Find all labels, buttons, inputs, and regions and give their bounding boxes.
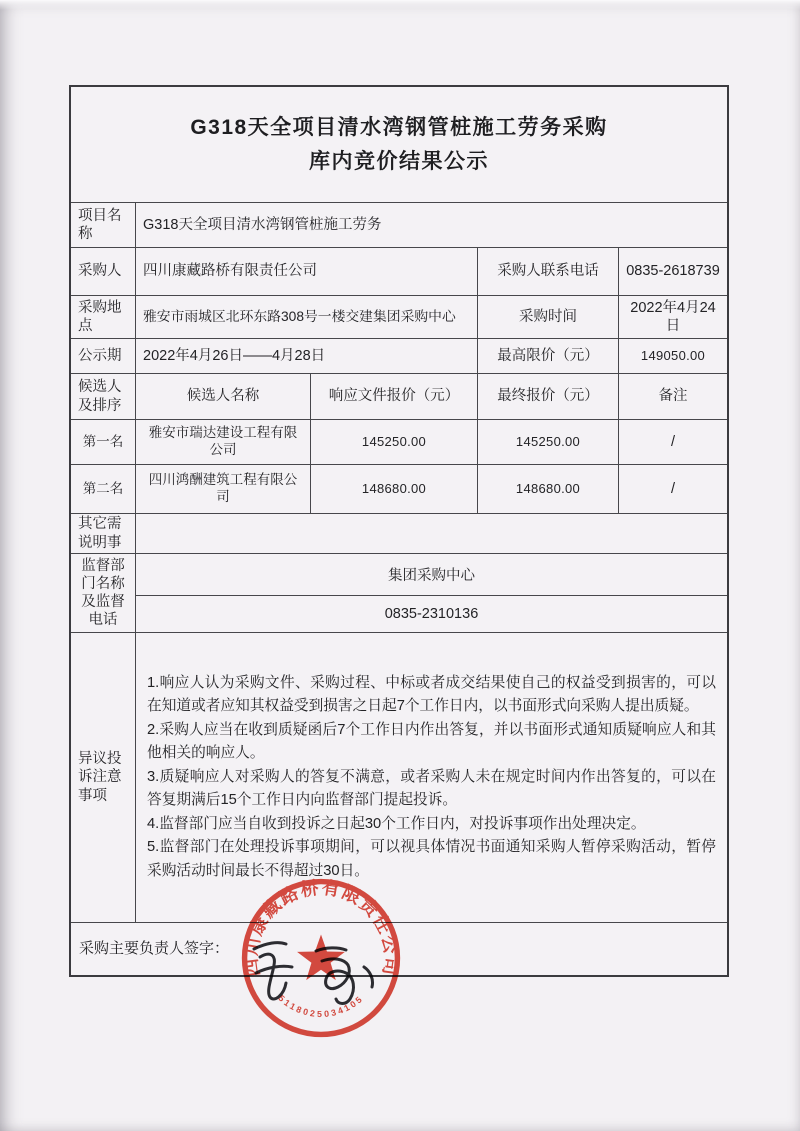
location-label: 采购地点: [71, 296, 136, 338]
table-row-candidate-1: [71, 420, 727, 465]
row-other-notes: [71, 514, 727, 554]
purchase-time-value: 2022年4月24日: [630, 299, 716, 334]
other-notes-label: 其它需说明事: [71, 514, 136, 553]
project-name-value: G318天全项目清水湾钢管桩施工劳务: [143, 216, 382, 233]
row-candidate-header: [71, 374, 727, 420]
notice-item-2: 2.采购人应当在收到质疑函后7个工作日内作出答复，并以书面形式通知质疑响应人和其他相关的响应人。: [147, 721, 716, 762]
objection-notice-label: 异议投诉注意事项: [71, 633, 136, 922]
notice-item-4: 4.监督部门应当自收到投诉之日起30个工作日内，对投诉事项作出处理决定。: [147, 815, 646, 832]
purchaser-phone-label: 采购人联系电话: [478, 248, 619, 295]
supervision-label: 监督部门名称及监督电话: [71, 554, 136, 632]
purchaser-value: 四川康藏路桥有限责任公司: [136, 248, 478, 295]
purchaser-phone-value: 0835-2618739: [626, 263, 720, 280]
other-notes-value: [136, 514, 727, 553]
seal-number-text: 5118025034105: [276, 992, 366, 1019]
candidate1-name: 雅安市瑞达建设工程有限公司: [136, 420, 311, 464]
candidate1-final: 145250.00: [478, 420, 619, 464]
publicity-label: 公示期: [71, 339, 136, 373]
candidate1-rank: 第一名: [71, 420, 136, 464]
table-row-candidate-2: [71, 465, 727, 514]
row-publicity-period: [71, 339, 727, 374]
purchaser-label: 采购人: [71, 248, 136, 295]
candidate1-remark: /: [670, 433, 676, 450]
svg-text:5118025034105: [276, 993, 365, 1019]
publicity-value: 2022年4月26日——4月28日: [136, 339, 478, 373]
document-title-line1: G318天全项目清水湾钢管桩施工劳务采购: [190, 115, 608, 139]
supervision-phone: 0835-2310136: [384, 606, 479, 622]
candidate2-final: 148680.00: [478, 465, 619, 513]
candidate2-bid: 148680.00: [311, 465, 478, 513]
candidate2-rank: 第二名: [71, 465, 136, 513]
seal-company-text: 四川康藏路桥有限责任公司: [240, 877, 402, 979]
candidate-bid-header: 响应文件报价（元）: [311, 374, 478, 419]
supervision-values: [136, 554, 727, 632]
row-signature: [71, 923, 727, 975]
candidate-name-header: 候选人名称: [136, 374, 311, 419]
document-title-line2: 库内竞价结果公示: [309, 149, 489, 173]
row-project-name: [71, 203, 727, 248]
purchase-time-label: 采购时间: [478, 296, 619, 338]
candidate-rank-header: 候选人及排序: [71, 374, 136, 419]
candidate1-bid: 145250.00: [311, 420, 478, 464]
signature-label: 采购主要负责人签字：: [79, 939, 230, 957]
project-name-label: 项目名称: [71, 203, 136, 247]
notice-item-1: 1.响应人认为采购文件、采购过程、中标或者成交结果使自己的权益受到损害的，可以在知道或者应知其权益受到损害之日起7个工作日内，以书面形式向采购人提出质疑。: [147, 674, 716, 715]
notice-item-5: 5.监督部门在处理投诉事项期间，可以视具体情况书面通知采购人暂停采购活动，暂停采购活动时间最长不得超过30日。: [147, 839, 716, 879]
row-supervision: [71, 554, 727, 633]
supervision-department: 集团采购中心: [136, 554, 727, 596]
candidate-remark-header: 备注: [658, 388, 688, 405]
location-value: 雅安市雨城区北环东路308号一楼交建集团采购中心: [136, 296, 478, 338]
procurement-result-table: [69, 85, 729, 977]
objection-notice-body: [136, 662, 727, 894]
candidate2-remark: /: [670, 480, 676, 497]
max-price-label: 最高限价（元）: [478, 339, 619, 373]
row-objection-notice: [71, 633, 727, 923]
candidate-final-header: 最终报价（元）: [478, 374, 619, 419]
row-location: [71, 296, 727, 339]
row-purchaser: [71, 248, 727, 296]
candidate2-name: 四川鸿酬建筑工程有限公司: [136, 465, 311, 513]
title-block: [71, 87, 727, 203]
max-price-value: 149050.00: [640, 347, 706, 363]
notice-item-3: 3.质疑响应人对采购人的答复不满意，或者采购人未在规定时间内作出答复的，可以在答复期满后15个工作日内向监督部门提起投诉。: [147, 768, 716, 809]
